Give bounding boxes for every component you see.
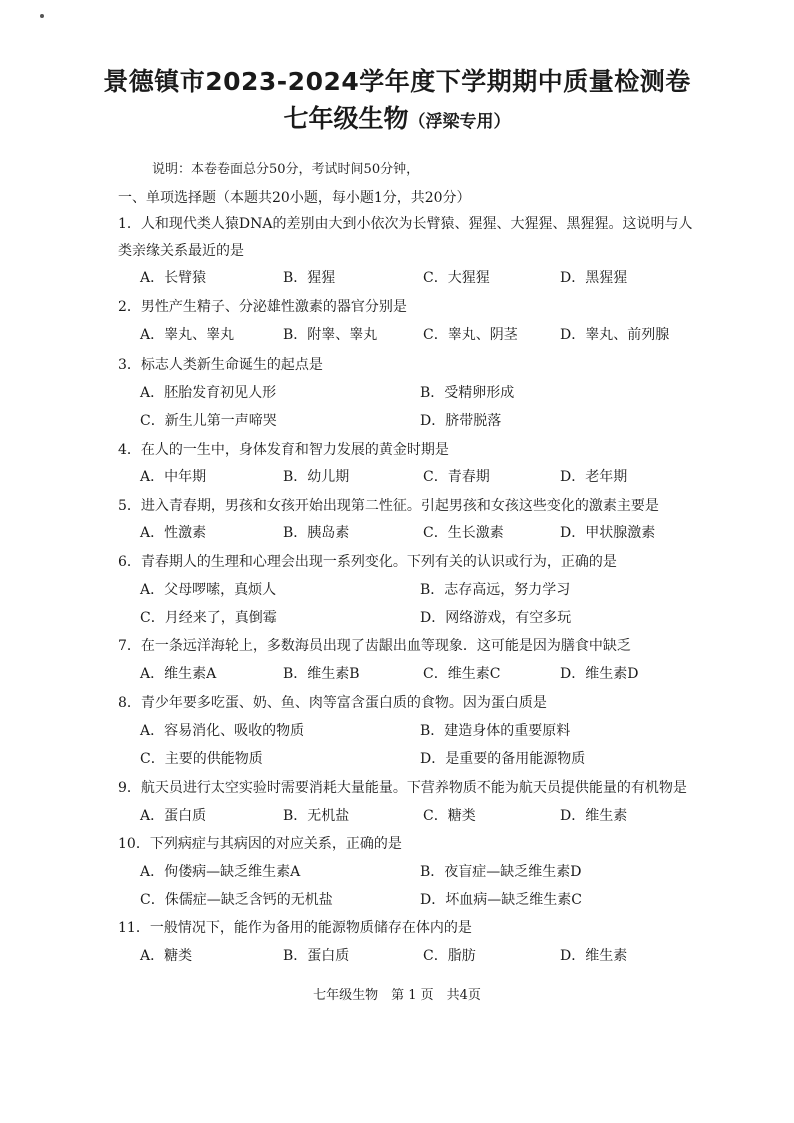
answer-option: C．脂肪 — [423, 948, 476, 964]
answer-option: D．维生素 — [560, 948, 628, 964]
answer-option: B．幼儿期 — [283, 469, 350, 485]
answer-option: D．甲状腺激素 — [560, 525, 656, 541]
answer-option: C．睾丸、阴茎 — [423, 327, 518, 343]
answer-option: B．无机盐 — [283, 808, 350, 824]
subtitle-note: （浮梁专用） — [408, 112, 511, 132]
answer-option: C．生长激素 — [423, 525, 504, 541]
answer-option: B．受精卵形成 — [420, 385, 515, 401]
question-stem: 10．下列病症与其病因的对应关系，正确的是 — [118, 836, 402, 852]
exam-subtitle — [0, 99, 794, 135]
answer-option: C．主要的供能物质 — [140, 751, 263, 767]
answer-option: A．性激素 — [140, 525, 207, 541]
answer-option: B．胰岛素 — [283, 525, 350, 541]
answer-option: C．大猩猩 — [423, 270, 490, 286]
answer-option: D．维生素 — [560, 808, 628, 824]
answer-option: B．志存高远，努力学习 — [420, 582, 571, 598]
answer-option: D．坏血病—缺乏维生素C — [420, 892, 582, 908]
answer-option: C．维生素C — [423, 666, 501, 682]
page-footer: 七年级生物 第 1 页 共4页 — [313, 988, 481, 1003]
answer-option: D．维生素D — [560, 666, 639, 682]
answer-option: A．父母啰嗦，真烦人 — [140, 582, 277, 598]
exam-title: 景德镇市2023-2024学年度下学期期中质量检测卷 — [103, 67, 691, 96]
answer-option: A．佝偻病—缺乏维生素A — [140, 864, 301, 880]
question-stem-continued: 类亲缘关系最近的是 — [118, 243, 244, 259]
answer-option: C．新生儿第一声啼哭 — [140, 413, 277, 429]
answer-option: A．中年期 — [140, 469, 207, 485]
answer-option: B．蛋白质 — [283, 948, 350, 964]
answer-option: C．侏儒症—缺乏含钙的无机盐 — [140, 892, 333, 908]
question-stem: 7．在一条远洋海轮上，多数海员出现了齿龈出血等现象．这可能是因为膳食中缺乏 — [118, 638, 631, 654]
answer-option: B．维生素B — [283, 666, 360, 682]
answer-option: D．黑猩猩 — [560, 270, 628, 286]
answer-option: D．睾丸、前列腺 — [560, 327, 670, 343]
question-stem: 4．在人的一生中，身体发育和智力发展的黄金时期是 — [118, 442, 449, 458]
question-stem: 2．男性产生精子、分泌雄性激素的器官分别是 — [118, 299, 407, 315]
answer-option: B．猩猩 — [283, 270, 336, 286]
question-stem: 5．进入青春期，男孩和女孩开始出现第二性征。引起男孩和女孩这些变化的激素主要是 — [118, 498, 659, 514]
question-stem: 3．标志人类新生命诞生的起点是 — [118, 357, 323, 373]
question-stem: 9．航天员进行太空实验时需要消耗大量能量。下营养物质不能为航天员提供能量的有机物是 — [118, 780, 687, 796]
answer-option: D．脐带脱落 — [420, 413, 502, 429]
answer-option: A．蛋白质 — [140, 808, 207, 824]
answer-option: A．糖类 — [140, 948, 193, 964]
answer-option: A．维生素A — [140, 666, 217, 682]
answer-option: A．胚胎发育初见人形 — [140, 385, 277, 401]
answer-option: C．糖类 — [423, 808, 476, 824]
question-stem: 6．青春期人的生理和心理会出现一系列变化。下列有关的认识或行为，正确的是 — [118, 554, 617, 570]
question-stem: 1．人和现代类人猿DNA的差别由大到小依次为长臂猿、猩猩、大猩猩、黑猩猩。这说明与人 — [118, 216, 693, 232]
answer-option: A．睾丸、睾丸 — [140, 327, 235, 343]
section-heading: 一、单项选择题（本题共20小题，每小题1分，共20分） — [118, 190, 471, 206]
answer-option: D．是重要的备用能源物质 — [420, 751, 586, 767]
answer-option: D．网络游戏，有空多玩 — [420, 610, 572, 626]
exam-instructions: 说明：本卷卷面总分50分，考试时间50分钟， — [152, 162, 420, 177]
answer-option: A．长臂猿 — [140, 270, 207, 286]
answer-option: A．容易消化、吸收的物质 — [140, 723, 305, 739]
answer-option: D．老年期 — [560, 469, 628, 485]
scan-speck — [40, 14, 44, 18]
answer-option: C．月经来了，真倒霉 — [140, 610, 277, 626]
answer-option: B．夜盲症—缺乏维生素D — [420, 864, 582, 880]
subject-label: 七年级生物 — [283, 104, 409, 133]
question-stem: 8．青少年要多吃蛋、奶、鱼、肉等富含蛋白质的食物。因为蛋白质是 — [118, 695, 547, 711]
answer-option: B．建造身体的重要原料 — [420, 723, 571, 739]
question-stem: 11．一般情况下，能作为备用的能源物质储存在体内的是 — [118, 920, 472, 936]
answer-option: C．青春期 — [423, 469, 490, 485]
answer-option: B．附睾、睾丸 — [283, 327, 378, 343]
